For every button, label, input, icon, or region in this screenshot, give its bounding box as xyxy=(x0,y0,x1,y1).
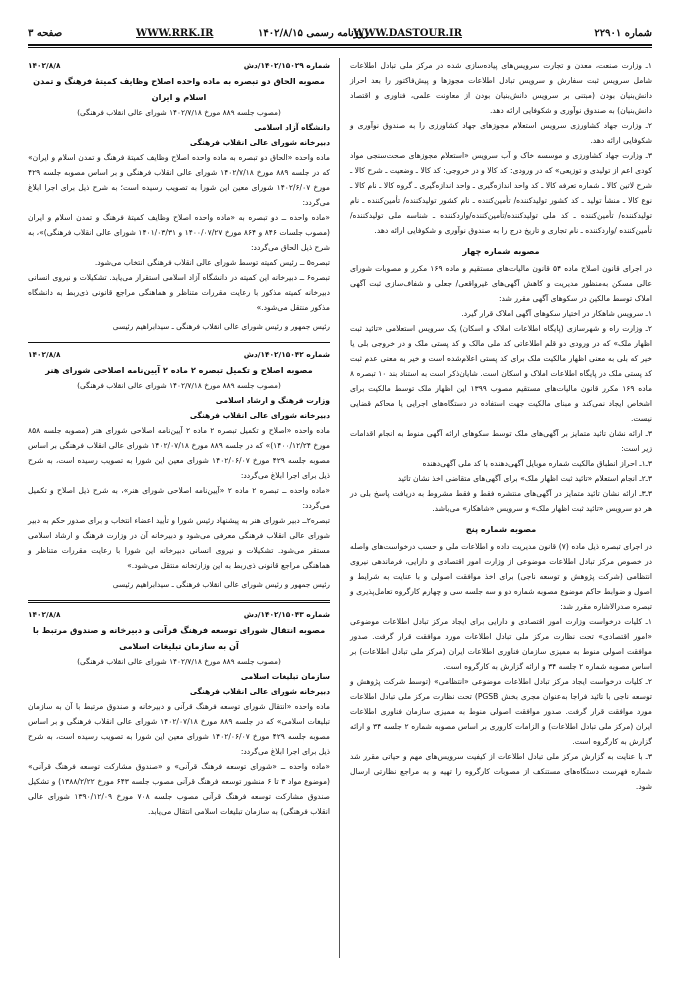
recipient: دبیرخانه شورای عالی انقلاب فرهنگی xyxy=(189,687,330,696)
resolution-date: ۱۴۰۲/۸/۸ xyxy=(28,350,61,359)
paragraph: ۳ـ۱ـ احراز انطباق مالکیت شماره موبایل آگهی‌دهنده با کد ملی آگهی‌دهنده xyxy=(422,459,652,468)
section-separator xyxy=(28,342,330,343)
recipient: دبیرخانه شورای عالی انقلاب فرهنگی xyxy=(189,411,330,420)
paragraph: ۱ـ وزارت صنعت، معدن و تجارت سرویس‌های پیاده‌سازی شده در مرکز ملی تبادل اطلاعات شامل سرویس ثبت سفارش و سرویس تبادل اطلاعات مجوزها و پیش‌فاکتور را بعد احراز دانش‌بنیان بودن (مبتنی بر سرویس دانش‌بنیان بودن از معاونت علمی، فناوری و اقتصاد دانش‌بنیان) به صندوق نوآوری و شکوفایی ارائه دهد. xyxy=(350,61,652,115)
issue-number: شماره ۲۲۹۰۱ xyxy=(594,28,652,39)
paragraph: ماده واحده «الحاق دو تبصره به ماده واحده اصلاح وظایف کمیتهٔ فرهنگ و تمدن اسلام و ایران» که در جلسه ۸۸۹ مورخ ۱۴۰۲/۷/۱۸ شورای عالی انقلاب فرهنگی و بر اساس مصوبه جلسه ۴۲۹ مورخ ۱۴۰۲/۶/۰۷ شورای معین این شورا به تصویب رسیده است؛ به شرح ذیل برای اجرا ابلاغ می‌گردد: xyxy=(28,153,331,207)
gazette-date: روزنامه رسمی ۱۴۰۲/۸/۱۵ xyxy=(258,28,369,39)
paragraph: ماده واحده «انتقال شورای توسعه فرهنگ قرآنی و دبیرخانه و صندوق مرتبط با آن به سازمان تبلیغات اسلامی» که در جلسه ۸۸۹ مورخ ۱۴۰۲/۰۷/۱۸ شورای عالی انقلاب فرهنگی و بر اساس مصوبه جلسه ۴۲۹ مورخ ۱۴۰۲/۰۶/۰۷ شورای معین این شورا به تصویب رسیده است، به شرح ذیل برای اجرا ابلاغ می‌گردد: xyxy=(28,702,330,756)
paragraph: «ماده واحده ــ «شورای توسعه فرهنگ قرآنی» و «صندوق مشارکت توسعه فرهنگ قرآنی» (موضوع مواد ۳ تا ۶ منشور توسعه فرهنگ قرآنی مصوب جلسه ۶۴۳ مورخ ۱۳۸۸/۲/۲۲) و تشکیل صندوق مشارکت توسعه فرهنگ قرآنی مصوب جلسه ۷۰۸ مورخ ۱۳۹۰/۱۲/۰۹ شورای عالی انقلاب فرهنگی) به سازمان تبلیغات اسلامی انتقال می‌یابد. xyxy=(28,762,330,816)
dastour-link[interactable]: WWW.DASTOUR.IR xyxy=(353,28,462,39)
left-column xyxy=(28,58,330,819)
paragraph: ۳ـ وزارت جهاد کشاورزی و موسسه خاک و آب سرویس «استعلام مجوزهای صحت‌سنجی مواد کودی اعم از تولیدی و توزیعی» که در ورودی: کد کالا و در خروجی: کد کالا ـ وضعیت ـ شرح کالا ـ شرح لاتین کالا ـ شماره تعرفه کالا ـ کد واحد اندازه‌گیری ـ واحد اندازه‌گیری ـ گروه کالا ـ نام کالا ـ نوع کالا ـ منشأ تولید ـ کد کشور تولیدکننده/ تأمین‌کننده ـ نام کشور تولیدکننده/ تأمین‌کننده ـ نام تولیدکننده/ تأمین‌کننده ـ کد ملی تولیدکننده/تأمین‌کننده/واردکننده ـ شناسه ملی تولیدکننده/تأمین‌کننده /واردکننده ـ نام تجاری و تاریخ درج را به صندوق نوآوری و شکوفایی ارائه دهد. xyxy=(350,151,652,235)
resolution-title: مصوبه انتقال شورای توسعه فرهنگ قرآنی و دبیرخانه و صندوق مرتبط با آن به سازمان تبلیغات اسلامی xyxy=(32,625,326,651)
resolution-meta xyxy=(28,347,330,362)
section-title-4: مصوبه شماره چهار xyxy=(462,246,540,256)
signature: رئیس جمهور و رئیس شورای عالی انقلاب فرهنگی ـ سیدابراهیم رئیسی xyxy=(112,580,330,589)
paragraph: ۳ـ۳ـ ارائه نشان تائید متمایز در آگهی‌های منتشره فقط و فقط مشروط به دریافت پاسخ بلی در هر دو سرویس «تائید ثبت اظهار ملک» و سرویس «شاهکار» می‌باشد. xyxy=(350,489,652,513)
paragraph: «ماده واحده ــ تبصره ۲ ماده ۲ «آیین‌نامه اصلاحی شورای هنر»، به شرح ذیل اصلاح و تکمیل می‌گردد: xyxy=(28,486,330,510)
recipient: دانشگاه آزاد اسلامی xyxy=(254,123,330,132)
header-rule-thin xyxy=(28,47,652,48)
signature: رئیس جمهور و رئیس شورای عالی انقلاب فرهنگی ـ سیدابراهیم رئیسی xyxy=(112,322,330,331)
paragraph: تبصره۶ ــ دبیرخانه این کمیته در دانشگاه آزاد اسلامی استقرار می‌یابد. تشکیلات و نیروی انسانی دبیرخانه کمیته مذکور با رعایت مقررات متناظر و هماهنگی مراجع قانونی ذی‌ربط به دانشگاه مذکور منتقل می‌شود.» xyxy=(28,273,330,312)
rrk-link[interactable]: WWW.RRK.IR xyxy=(136,28,214,39)
resolution-note: (مصوب جلسه ۸۸۹ مورخ ۱۴۰۲/۷/۱۸ شورای عالی انقلاب فرهنگی) xyxy=(77,108,281,117)
section-separator xyxy=(28,600,330,603)
paragraph: ۲ـ وزارت راه و شهرسازی (پایگاه اطلاعات املاک و اسکان) یک سرویس استعلامی «تائید ثبت اظهار ملک» که در ورودی دو قلم اطلاعاتی کد ملی مالک و کد پستی ملک و در خروجی بلی یا خیر که بلی به معنی اظهار مالکیت ملک برای کد پستی اعلام‌شده است و خیر به معنی عدم ثبت کد پستی ملک در پایگاه اطلاعات املاک و اسکان است. شایان‌ذکر است به استناد بند ۱۰ تبصره ۸ ماده ۱۶۹ مکرر قانون مالیات‌های مستقیم مصوب ۱۳۹۹ این اظهار ملک توسط مالکیت برای اشخاص ایجاد نمی‌کند و مبنای مالکیت جهت استفاده در دستگاه‌های اجرایی یا محاکم قضایی نیست. xyxy=(350,324,653,423)
resolution-note: (مصوب جلسه ۸۸۹ مورخ ۱۴۰۲/۷/۱۸ شورای عالی انقلاب فرهنگی) xyxy=(77,657,281,666)
paragraph: ۲ـ وزارت جهاد کشاورزی سرویس استعلام مجوزهای جهاد کشاورزی را به صندوق نوآوری و شکوفایی ارائه دهد. xyxy=(350,121,652,145)
section-title-5: مصوبه شماره پنج xyxy=(465,524,537,534)
resolution-number: شماره ۱۴۰۲/۱۵۰۴۲/دش xyxy=(243,350,330,359)
recipient: سازمان تبلیغات اسلامی xyxy=(240,672,330,681)
paragraph: ماده واحده «اصلاح و تکمیل تبصره ۲ ماده ۲ آیین‌نامه اصلاحی شورای هنر (مصوبه جلسه ۸۵۸ مورخ ۱۴۰۰/۱۲/۲۴)» که در جلسه ۸۸۹ مورخ ۱۴۰۲/۰۷/۱۸ شورای عالی انقلاب فرهنگی بر اساس مصوبه جلسه ۴۲۹ مورخ ۱۴۰۲/۰۶/۰۷ شورای معین این شورا به تصویب رسیده است، به شرح ذیل برای اجرا ابلاغ می‌گردد: xyxy=(28,426,330,480)
page-header xyxy=(28,26,652,44)
page-number: صفحه ۳ xyxy=(28,28,63,39)
recipient: دبیرخانه شورای عالی انقلاب فرهنگی xyxy=(189,138,330,147)
resolution-title: مصوبه الحاق دو تبصره به ماده واحده اصلاح وظایف کمیتهٔ فرهنگ و تمدن اسلام و ایران xyxy=(33,76,325,102)
paragraph: در اجرای تبصره ذیل ماده (۷) قانون مدیریت داده و اطلاعات ملی و حسب درخواست‌های واصله در خصوص مرکز تبادل اطلاعات موضوعی از وزارت امور اقتصادی و دارایی، فرماندهی نیروی انتظامی (شرکت پژوهش و توسعه ناجی) برای اخذ موافقت اصولی و با عنایت به شرایط و اصول و ضوابط حاکم موضوع مصوبه شماره دو و سه جلسه سی و چهارم کارگروه تعامل‌پذیری و تبصره صدرالاشاره مقرر شد: xyxy=(350,542,652,611)
resolution-date: ۱۴۰۲/۸/۸ xyxy=(28,61,61,70)
paragraph: «ماده واحده ــ دو تبصره به «ماده واحده اصلاح وظایف کمیتهٔ فرهنگ و تمدن اسلام و ایران (مصوب جلسات ۸۴۶ و ۸۶۴ مورخ ۱۴۰۰/۰۷/۲۷ و ۱۴۰۱/۰۳/۳۱ شورای عالی انقلاب فرهنگی)»، به شرح ذیل الحاق می‌گردد: xyxy=(28,213,330,252)
resolution-title: مصوبه اصلاح و تکمیل تبصره ۲ ماده ۲ آیین‌نامه اصلاحی شورای هنر xyxy=(45,365,313,375)
resolution-meta xyxy=(28,607,330,622)
paragraph: ۳ـ۲ـ انجام استعلام «تائید ثبت اظهار ملک» برای آگهی‌های متقاضی اخذ نشان تائید xyxy=(397,474,652,483)
recipient: وزارت فرهنگ و ارشاد اسلامی xyxy=(215,396,330,405)
resolution-number: شماره ۱۴۰۲/۱۵۰۴۳/دش xyxy=(243,610,330,619)
column-divider xyxy=(339,58,340,958)
paragraph: تبصره۵ ــ رئیس کمیته توسط شورای عالی انقلاب فرهنگی انتخاب می‌شود. xyxy=(94,258,330,267)
paragraph: ۱ـ سرویس شاهکار در اختیار سکوهای آگهی املاک قرار گیرد. xyxy=(461,309,652,318)
resolution-meta xyxy=(28,58,330,73)
paragraph: ۲ـ کلیات درخواست ایجاد مرکز تبادل اطلاعات موضوعی «انتظامی» (توسط شرکت پژوهش و توسعه ناجی با تائید فراجا به‌عنوان مجری بخش PGSB) تحت نظارت مرکز ملی تبادل اطلاعات مورد موافقت قرار گرفت. صدور موافقت اصولی منوط به ممیزی سازمان فناوری اطلاعات ایران (مرکز ملی تبادل اطلاعات) و الزامات کاروری بر اساس مصوبه شماره ۲ جلسه ۳۴ و ارائه گزارش به کارگروه است. xyxy=(350,677,652,746)
header-rule xyxy=(28,44,652,46)
resolution-number: شماره ۱۴۰۲/۱۵۰۲۹/دش xyxy=(243,61,330,70)
paragraph: ۱ـ کلیات درخواست وزارت امور اقتصادی و دارایی برای ایجاد مرکز تبادل اطلاعات موضوعی «امور اقتصادی» تحت نظارت مرکز ملی تبادل اطلاعات مورد موافقت قرار گرفت. صدور موافقت اصولی منوط به ممیزی سازمان فناوری اطلاعات ایران (مرکز ملی تبادل اطلاعات) بر اساس مصوبه شماره ۲ جلسه ۳۴ و ارائه گزارش به کارگروه است. xyxy=(350,617,652,671)
resolution-note: (مصوب جلسه ۸۸۹ مورخ ۱۴۰۲/۷/۱۸ شورای عالی انقلاب فرهنگی) xyxy=(77,381,281,390)
right-column xyxy=(350,58,652,794)
paragraph: ۳ـ ارائه نشان تائید متمایز بر آگهی‌های ملک توسط سکوهای ارائه آگهی منوط به انجام اقدامات زیر است: xyxy=(350,429,652,453)
paragraph: تبصره۲ــ دبیر شورای هنر به پیشنهاد رئیس شورا و تأیید اعضاء انتخاب و برای صدور حکم به دبیر شورای عالی انقلاب فرهنگی معرفی می‌شود و دبیرخانه آن در وزارت فرهنگ و ارشاد اسلامی مستقر می‌شود. تشکیلات و نیروی انسانی دبیرخانه این شورا با رعایت مقررات متناظر و هماهنگی مراجع قانونی ذی‌ربط به این وزارتخانه منتقل می‌شود.» xyxy=(28,516,330,570)
resolution-date: ۱۴۰۲/۸/۸ xyxy=(28,610,61,619)
paragraph: ۳ـ با عنایت به گزارش مرکز ملی تبادل اطلاعات از کیفیت سرویس‌های مهم و حیاتی مقرر شد شماره فهرست دستگاه‌های مستنکف از مصوبات کارگروه را تهیه و به مراجع نظارتی ارسال شود. xyxy=(350,752,652,791)
paragraph: در اجرای قانون اصلاح ماده ۵۴ قانون مالیات‌های مستقیم و ماده ۱۶۹ مکرر و مصوبات شورای عالی مسکن به‌منظور مدیریت و کاهش آگهی‌های غیرواقعی/ جعلی و شفاف‌سازی ثبت آگهی املاک توسط مالکین در سکوهای آگهی مقرر شد: xyxy=(350,264,652,303)
